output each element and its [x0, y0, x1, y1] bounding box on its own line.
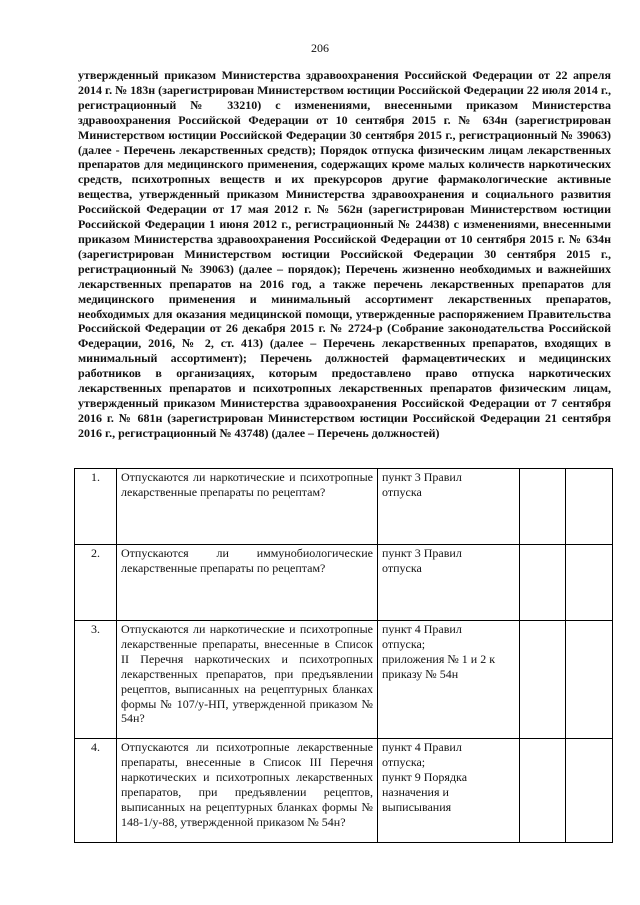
- row-number: 1.: [75, 469, 117, 545]
- reference-line: пункт 9 Порядка: [382, 769, 468, 784]
- reference-line: пункт 4 Правил: [382, 622, 462, 636]
- intro-text: утвержденный приказом Министерства здравоохранения Российской Федерации от 22 апреля 2014 г. № 183н (зарегистрирован Министерством юстиции Российской Федерации 22 июля 2014 г., регистрационный № 33210) с изменениями, внесенными приказом Министерства здравоохранения Российской Федерации от 10 сентября 2015 г. № 634н (зарегистрирован Министерством юстиции Российской Федерации 30 сентября 2015 г., регистрационный № 39063) (далее - Перечень лекарственных средств); Порядок отпуска физическим лицам лекарственных препаратов для медицинского применения, содержащих кроме малых количеств наркотических средств, психотропных веществ и их прекурсоров другие фармакологические активные вещества, утвержденный приказом Министерства здравоохранения и социального развития Российской Федерации от 17 мая 2012 г. № 562н (зарегистрирован Министерством юстиции Российской Федерации 1 июня 2012 г., регистрационный № 24438) с изменениями, внесенными приказом Министерства здравоохранения Российской Федерации от 10 сентября 2015 г. № 634н (зарегистрирован Министерством юстиции Российской Федерации 30 сентября 2015 г., регистрационный № 39063) (далее – порядок); Перечень жизненно необходимых и важнейших лекарственных препаратов на 2016 год, а также перечень лекарственных препаратов для медицинского применения и минимальный ассортимент лекарственных препаратов, необходимых для оказания медицинской помощи, утвержденные распоряжением Правительства Российской Федерации от 26 декабря 2015 г. № 2724-р (Собрание законодательства Российской Федерации, 2016, № 2, ст. 413) (далее – Перечень лекарственных препаратов, входящих в минимальный ассортимент); Перечень должностей фармацевтических и медицинских работников в организациях, которым предоставлено право отпуска наркотических лекарственных препаратов и психотропных лекарственных препаратов физическим лицам, утвержденный приказом Министерства здравоохранения Российской Федерации от 7 сентября 2016 г. № 681н (зарегистрирован Министерством юстиции Российской Федерации 21 сентября 2016 г., регистрационный № 43748) (далее – Перечень должностей): [78, 68, 611, 440]
- answer-no-cell: [566, 469, 613, 545]
- reference-line: отпуска;: [382, 754, 426, 769]
- reference-cell: [378, 469, 520, 545]
- reference-line: пункт 3 Правил: [382, 470, 462, 484]
- table-row: [75, 739, 613, 843]
- row-number: 4.: [75, 739, 117, 843]
- reference-cell: [378, 739, 520, 843]
- row-number: 2.: [75, 545, 117, 621]
- table-row: [75, 545, 613, 621]
- reference-line: пункт 4 Правил: [382, 740, 462, 754]
- reference-line: приказу № 54н: [382, 666, 459, 681]
- question-cell: Отпускаются ли наркотические и психотропные лекарственные препараты, внесенные в Список II Перечня наркотических и психотропных лекарственных препаратов, при предъявлении рецептов, выписанных на рецептурных бланках формы № 107/у-НП, утвержденной приказом № 54н?: [117, 621, 378, 739]
- question-cell: Отпускаются ли иммунобиологические лекарственные препараты по рецептам?: [117, 545, 378, 621]
- answer-yes-cell: [520, 739, 566, 843]
- reference-cell: [378, 545, 520, 621]
- reference-cell: [378, 621, 520, 739]
- intro-paragraph: [78, 68, 611, 441]
- reference-line: назначения и: [382, 784, 449, 799]
- answer-no-cell: [566, 545, 613, 621]
- checklist-table: [74, 468, 613, 843]
- page-number: 206: [311, 41, 329, 55]
- reference-line: отпуска: [382, 484, 422, 499]
- answer-no-cell: [566, 621, 613, 739]
- table-row: [75, 469, 613, 545]
- answer-yes-cell: [520, 545, 566, 621]
- answer-yes-cell: [520, 469, 566, 545]
- question-cell: Отпускаются ли психотропные лекарственные препараты, внесенные в Список III Перечня наркотических и психотропных лекарственных препаратов, при предъявлении рецептов, выписанных на рецептурных бланках формы № 148-1/у-88, утвержденной приказом № 54н?: [117, 739, 378, 843]
- reference-line: отпуска: [382, 560, 422, 575]
- answer-no-cell: [566, 739, 613, 843]
- reference-line: пункт 3 Правил: [382, 546, 462, 560]
- reference-line: отпуска;: [382, 636, 426, 651]
- row-number: 3.: [75, 621, 117, 739]
- answer-yes-cell: [520, 621, 566, 739]
- reference-line: выписывания: [382, 799, 452, 814]
- question-cell: Отпускаются ли наркотические и психотропные лекарственные препараты по рецептам?: [117, 469, 378, 545]
- reference-line: приложения № 1 и 2 к: [382, 651, 496, 666]
- table-row: [75, 621, 613, 739]
